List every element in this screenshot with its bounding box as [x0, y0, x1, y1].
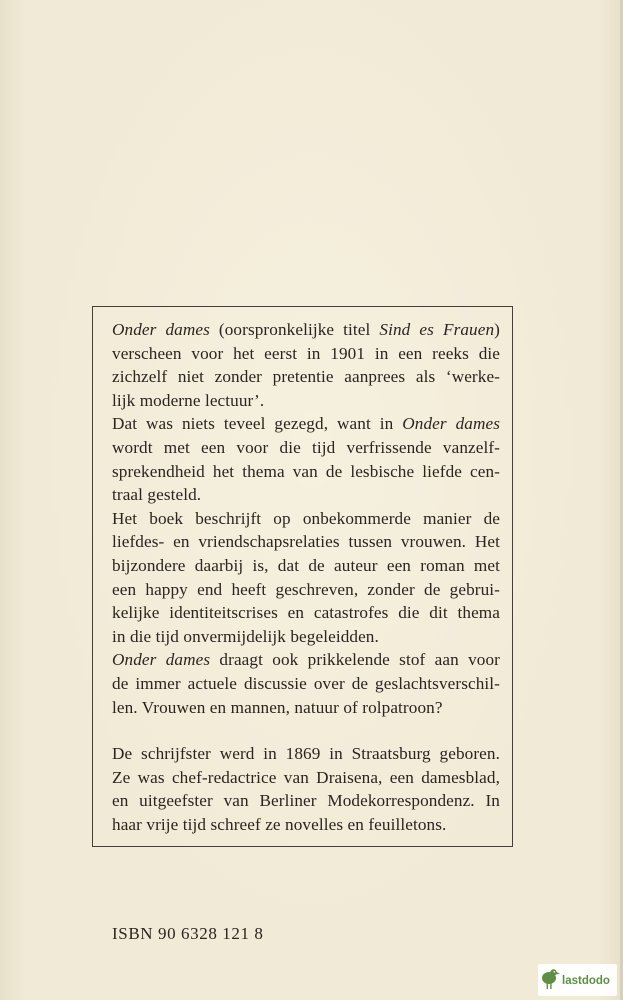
author-bio-line: Ze was chef-redactrice van Draisena, een damesblad, — [112, 767, 500, 787]
blurb-line: de immer actuele discussie over de geslachtsverschil- — [112, 673, 500, 693]
blurb-text-span: draagt ook prikkelende stof aan voor — [210, 650, 500, 670]
isbn-number: ISBN 90 6328 121 8 — [112, 924, 264, 943]
author-bio-line: en uitgeefster van Berliner Modekorrespondenz. In — [112, 791, 500, 811]
blurb-line: sprekendheid het thema van de lesbische liefde cen- — [112, 461, 500, 481]
blurb-line: kelijke identiteitscrises en catastrofes die dit thema — [112, 603, 500, 623]
blurb-text-span: ) — [494, 320, 500, 339]
book-title-italic: Onder dames — [402, 414, 501, 434]
author-bio-line: haar vrije tijd schreef ze novelles en feuilletons. — [112, 814, 447, 834]
book-title-italic: Onder dames — [112, 650, 211, 670]
blurb-line: bijzondere daarbij is, dat de auteur een roman met — [112, 555, 500, 575]
lastdodo-logo-icon — [538, 964, 617, 996]
paragraph-gap — [112, 719, 500, 742]
blurb-line — [112, 318, 500, 342]
blurb-line: Het boek beschrijft op onbekommerde manier de — [112, 508, 500, 528]
blurb-line: len. Vrouwen en mannen, natuur of rolpatroon? — [112, 697, 443, 717]
blurb-line: een happy end heeft geschreven, zonder de gebrui- — [112, 579, 500, 599]
blurb-line — [112, 648, 500, 672]
book-title-italic: Onder dames — [112, 320, 210, 339]
author-bio-line: De schrijfster werd in 1869 in Straatsburg geboren. — [112, 744, 500, 764]
lastdodo-logo-text: lastdodo — [562, 975, 610, 987]
blurb-line: liefdes- en vriendschapsrelaties tussen vrouwen. Het — [112, 532, 500, 552]
blurb-line: traal gesteld. — [112, 485, 202, 505]
blurb-line: zichzelf niet zonder pretentie aanprees als ‘werke- — [112, 367, 500, 387]
blurb-line: wordt met een voor die tijd verfrissende vanzelf- — [112, 437, 500, 457]
blurb-text-span: (oorspronkelijke titel — [209, 320, 380, 339]
original-title-italic: Sind es Frauen — [379, 320, 495, 339]
blurb-line — [112, 412, 500, 436]
blurb-line: verscheen voor het eerst in 1901 in een reeks die — [112, 343, 500, 363]
blurb-text — [112, 318, 500, 836]
blurb-text-span: Dat was niets teveel gezegd, want in — [112, 414, 403, 434]
blurb-line: lijk moderne lectuur’. — [112, 390, 265, 410]
blurb-line: in die tijd onvermijdelijk begeleidden. — [112, 626, 379, 646]
